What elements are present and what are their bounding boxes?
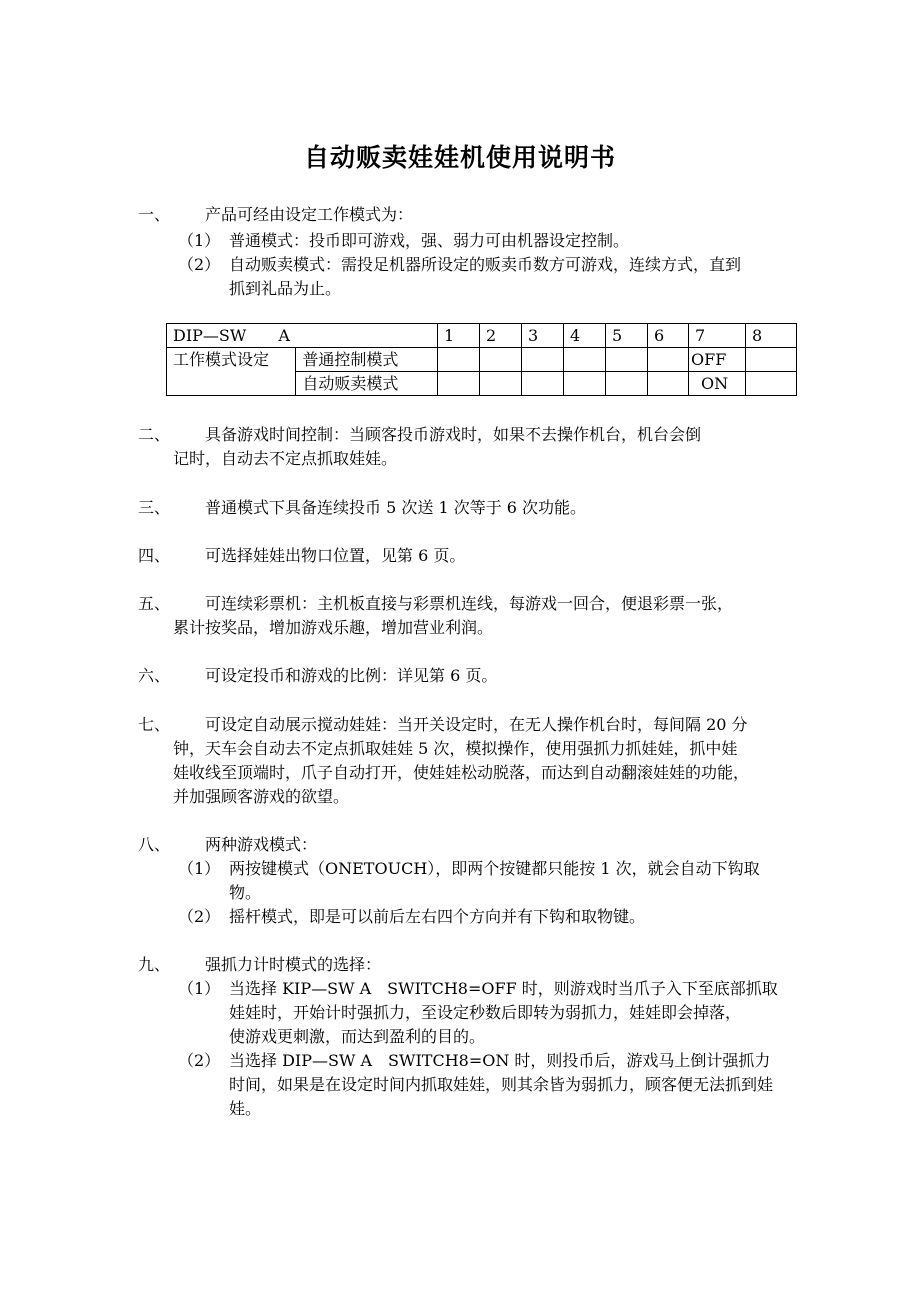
- section-1-number: 一、: [138, 205, 171, 224]
- table-cell: [438, 348, 480, 372]
- table-cell: [522, 348, 564, 372]
- table-col-header: 4: [564, 324, 606, 348]
- item-text: 自动贩卖模式：需投足机器所设定的贩卖币数方可游戏，连续方式，直到: [229, 255, 742, 274]
- item-text: 两按键模式（ONETOUCH），即两个按键都只能按 1 次，就会自动下钩取: [229, 859, 760, 878]
- item-text: 使游戏更刺激，而达到盈利的目的。: [229, 1027, 486, 1046]
- table-cell: [564, 348, 606, 372]
- dip-switch-table: [166, 323, 797, 396]
- table-col-header: 2: [480, 324, 522, 348]
- section-4-number: 四、: [138, 546, 171, 565]
- item-number: （1）: [178, 979, 221, 998]
- section-7-text: 可设定自动展示搅动娃娃：当开关设定时，在无人操作机台时，每间隔 20 分: [205, 715, 748, 734]
- table-cell: [480, 348, 522, 372]
- section-8-text: 两种游戏模式：: [205, 835, 318, 854]
- table-col-header: 8: [746, 324, 797, 348]
- table-header-label: DIP—SW A: [167, 324, 438, 348]
- section-9-text: 强抓力计时模式的选择：: [205, 955, 382, 974]
- section-7-text: 娃收线至顶端时，爪子自动打开，使娃娃松动脱落，而达到自动翻滚娃娃的功能，: [173, 763, 750, 782]
- section-2-text: 具备游戏时间控制：当顾客投币游戏时，如果不去操作机台，机台会倒: [205, 425, 702, 444]
- section-3-text: 普通模式下具备连续投币 5 次送 1 次等于 6 次功能。: [205, 498, 587, 517]
- table-cell-switch-7: ON: [689, 372, 746, 396]
- item-number: （1）: [178, 859, 221, 878]
- item-text: 普通模式：投币即可游戏，强、弱力可由机器设定控制。: [229, 231, 630, 250]
- item-text: 娃。: [229, 1099, 262, 1118]
- table-cell: [606, 348, 648, 372]
- item-text: 抓到礼品为止。: [229, 279, 342, 298]
- table-cell: [648, 348, 689, 372]
- table-cell: [746, 372, 797, 396]
- section-3-number: 三、: [138, 498, 171, 517]
- section-6-text: 可设定投币和游戏的比例：详见第 6 页。: [205, 666, 498, 685]
- section-7-text: 并加强顾客游戏的欲望。: [173, 787, 350, 806]
- table-cell: [480, 372, 522, 396]
- section-7-number: 七、: [138, 715, 171, 734]
- table-row-label: 普通控制模式: [296, 348, 438, 372]
- item-text: 当选择 DIP—SW A SWITCH8=ON 时，则投币后，游戏马上倒计强抓力: [229, 1051, 771, 1070]
- table-col-header: 5: [606, 324, 648, 348]
- item-text: 娃娃时，开始计时强抓力，至设定秒数后即转为弱抓力，娃娃即会掉落，: [229, 1003, 742, 1022]
- table-cell: [438, 372, 480, 396]
- table-cell: [522, 372, 564, 396]
- table-cell-switch-7: OFF: [689, 348, 746, 372]
- table-row: [167, 348, 797, 372]
- section-5-number: 五、: [138, 594, 171, 613]
- table-cell: [606, 372, 648, 396]
- table-col-header: 7: [689, 324, 746, 348]
- section-5-text: 累计按奖品，增加游戏乐趣，增加营业利润。: [173, 618, 494, 637]
- section-1-text: 产品可经由设定工作模式为：: [205, 205, 414, 224]
- table-cell: [564, 372, 606, 396]
- item-text: 物。: [229, 883, 262, 902]
- item-number: （2）: [178, 255, 221, 274]
- item-number: （2）: [178, 907, 221, 926]
- table-col-header: 1: [438, 324, 480, 348]
- item-number: （1）: [178, 231, 221, 250]
- item-text: 当选择 KIP—SW A SWITCH8=OFF 时，则游戏时当爪子入下至底部抓取: [229, 979, 778, 998]
- section-9-number: 九、: [138, 955, 171, 974]
- table-group-label: 工作模式设定: [167, 348, 296, 396]
- table-cell: [746, 348, 797, 372]
- table-row-label: 自动贩卖模式: [296, 372, 438, 396]
- item-text: 时间，如果是在设定时间内抓取娃娃，则其余皆为弱抓力，顾客便无法抓到娃: [229, 1075, 774, 1094]
- section-8-number: 八、: [138, 835, 171, 854]
- table-header-row: [167, 324, 797, 348]
- section-2-number: 二、: [138, 425, 171, 444]
- section-2-text: 记时，自动去不定点抓取娃娃。: [173, 449, 398, 468]
- section-5-text: 可连续彩票机：主机板直接与彩票机连线，每游戏一回合，便退彩票一张，: [205, 594, 734, 613]
- section-7-text: 钟，天车会自动去不定点抓取娃娃 5 次，模拟操作，使用强抓力抓娃娃，抓中娃: [173, 739, 738, 758]
- table-col-header: 6: [648, 324, 689, 348]
- item-text: 摇杆模式，即是可以前后左右四个方向并有下钩和取物键。: [229, 907, 646, 926]
- section-4-text: 可选择娃娃出物口位置，见第 6 页。: [205, 546, 466, 565]
- table-cell: [648, 372, 689, 396]
- section-6-number: 六、: [138, 666, 171, 685]
- table-col-header: 3: [522, 324, 564, 348]
- item-number: （2）: [178, 1051, 221, 1070]
- document-title: 自动贩卖娃娃机使用说明书: [303, 143, 616, 172]
